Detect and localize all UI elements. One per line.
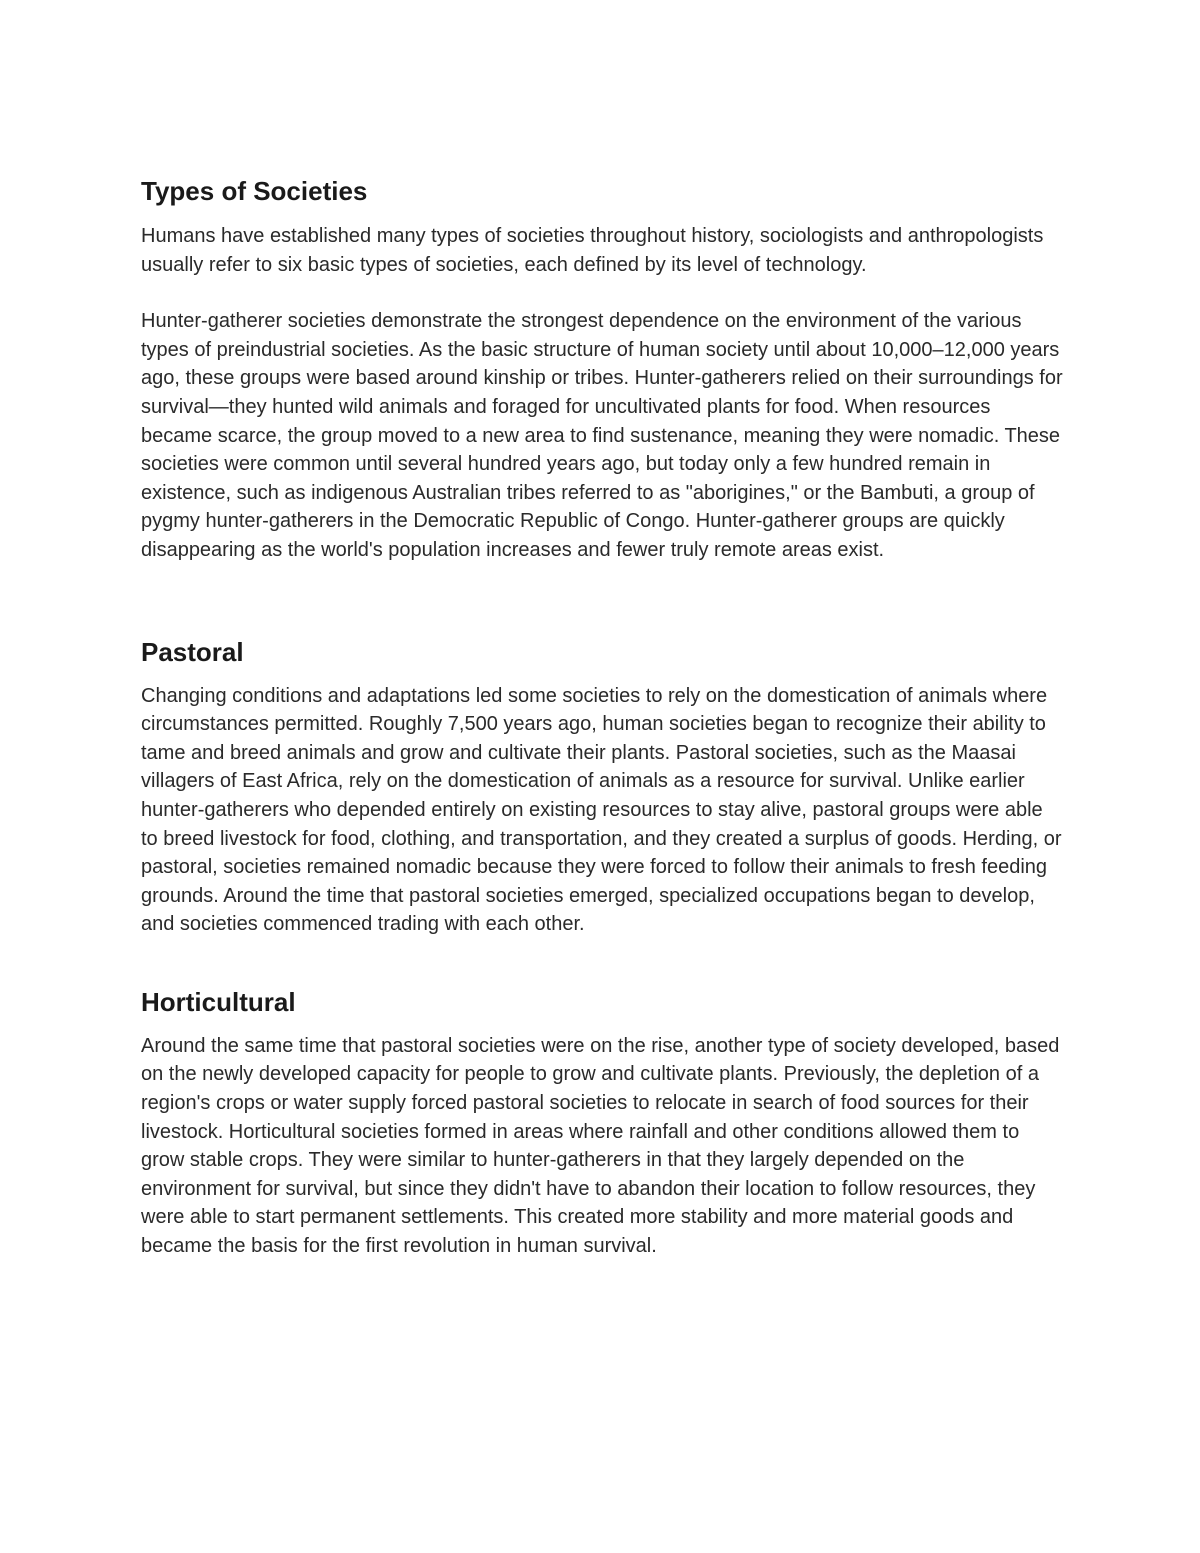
section-heading-pastoral: Pastoral xyxy=(141,636,244,667)
section-heading-horticultural: Horticultural xyxy=(141,986,296,1017)
section-body-horticultural: Around the same time that pastoral societies were on the rise, another type of society developed, based on the newly developed capacity for people to grow and cultivate plants. Previously, the depletion of a region's crops or water supply forced pastoral societies to relocate in search of food sources for their livestock. Horticultural societies formed in areas where rainfall and other conditions allowed them to grow stable crops. They were similar to hunter-gatherers in that they largely depended on the environment for survival, but since they didn't have to abandon their location to follow resources, they were able to start permanent settlements. This created more stability and more material goods and became the basis for the first revolution in human survival. xyxy=(141,1034,1060,1258)
document-page xyxy=(141,174,1063,1261)
intro-paragraph: Humans have established many types of societies throughout history, sociologists and anthropologists usually refer to six basic types of societies, each defined by its level of technology. xyxy=(141,225,1044,276)
section-body-pastoral: Changing conditions and adaptations led some societies to rely on the domestication of animals where circumstances permitted. Roughly 7,500 years ago, human societies began to recognize their ability to tame and breed animals and grow and cultivate their plants. Pastoral societies, such as the Maasai villagers of East Africa, rely on the domestication of animals as a resource for survival. Unlike earlier hunter-gatherers who depended entirely on existing resources to stay alive, pastoral groups were able to breed livestock for food, clothing, and transportation, and they created a surplus of goods. Herding, or pastoral, societies remained nomadic because they were forced to follow their animals to fresh feeding grounds. Around the time that pastoral societies emerged, specialized occupations began to develop, and societies commenced trading with each other. xyxy=(141,684,1062,936)
page-title: Types of Societies xyxy=(141,176,368,206)
hunter-gatherer-paragraph: Hunter-gatherer societies demonstrate the strongest dependence on the environment of the various types of preindustrial societies. As the basic structure of human society until about 10,000–12,000 years ago, these groups were based around kinship or tribes. Hunter-gatherers relied on their surroundings for survival—they hunted wild animals and foraged for uncultivated plants for food. When resources became scarce, the group moved to a new area to find sustenance, meaning they were nomadic. These societies were common until several hundred years ago, but today only a few hundred remain in existence, such as indigenous Australian tribes referred to as "aborigines," or the Bambuti, a group of pygmy hunter-gatherers in the Democratic Republic of Congo. Hunter-gatherer groups are quickly disappearing as the world's population increases and fewer truly remote areas exist. xyxy=(141,310,1063,561)
